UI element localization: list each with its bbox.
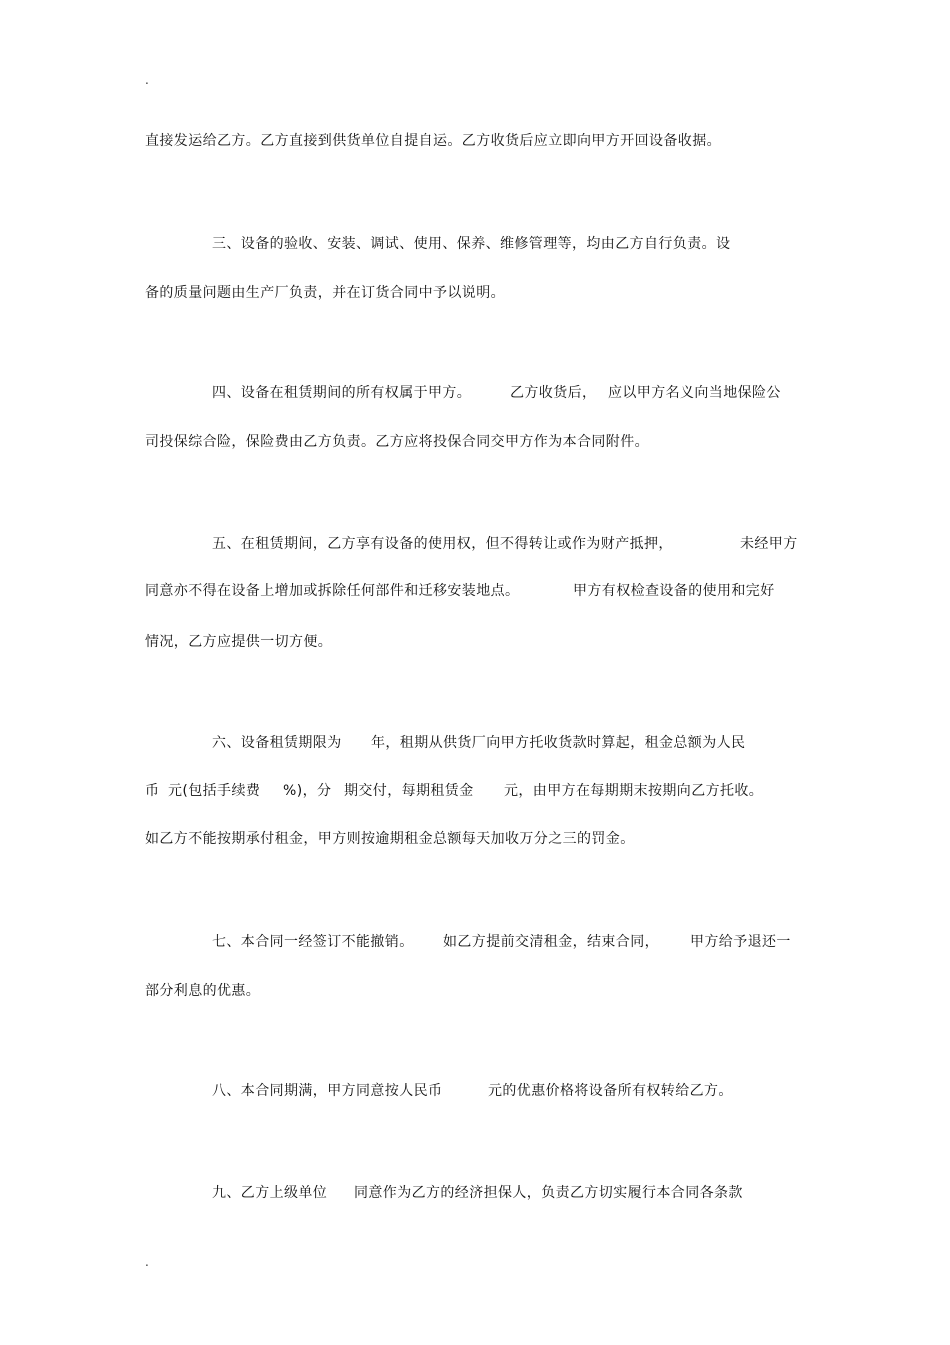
clause-3-line-1: 三、设备的验收、安装、调试、使用、保养、维修管理等，均由乙方自行负责。设 bbox=[212, 236, 731, 252]
clause-6-line-2a: 币 bbox=[145, 783, 160, 799]
clause-6-line-2d: 期交付，每期租赁金 bbox=[344, 783, 474, 799]
clause-8-line-1a: 八、本合同期满，甲方同意按人民币 bbox=[212, 1083, 443, 1099]
text-line-1: 直接发运给乙方。乙方直接到供货单位自提自运。乙方收货后应立即向甲方开回设备收据。 bbox=[145, 133, 721, 149]
clause-4-line-1c: 应以甲方名义向当地保险公 bbox=[608, 385, 781, 401]
clause-7-line-1b: 如乙方提前交清租金，结束合同， bbox=[443, 934, 659, 950]
clause-6-line-2b: 元(包括手续费 bbox=[168, 783, 261, 799]
clause-6-line-2e: 元，由甲方在每期期末按期向乙方托收。 bbox=[504, 783, 764, 799]
clause-4-line-1a: 四、设备在租赁期间的所有权属于甲方。 bbox=[212, 385, 472, 401]
clause-6-line-2c: %)，分 bbox=[283, 783, 332, 799]
clause-5-line-3: 情况，乙方应提供一切方便。 bbox=[145, 634, 333, 650]
clause-4-line-2: 司投保综合险，保险费由乙方负责。乙方应将投保合同交甲方作为本合同附件。 bbox=[145, 434, 649, 450]
bottom-page-marker: . bbox=[145, 1255, 149, 1269]
clause-3-line-2: 备的质量问题由生产厂负责，并在订货合同中予以说明。 bbox=[145, 285, 505, 301]
clause-7-line-2: 部分利息的优惠。 bbox=[145, 983, 261, 999]
clause-9-line-1a: 九、乙方上级单位 bbox=[212, 1185, 328, 1201]
clause-5-line-2a: 同意亦不得在设备上增加或拆除任何部件和迁移安装地点。 bbox=[145, 583, 520, 599]
clause-6-line-1b: 年，租期从供货厂向甲方托收货款时算起，租金总额为人民 bbox=[371, 735, 746, 751]
clause-6-line-1a: 六、设备租赁期限为 bbox=[212, 735, 342, 751]
clause-5-line-1a: 五、在租赁期间，乙方享有设备的使用权，但不得转让或作为财产抵押， bbox=[212, 536, 673, 552]
clause-7-line-1a: 七、本合同一经签订不能撤销。 bbox=[212, 934, 414, 950]
clause-8-line-1b: 元的优惠价格将设备所有权转给乙方。 bbox=[488, 1083, 733, 1099]
clause-6-line-3: 如乙方不能按期承付租金，甲方则按逾期租金总额每天加收万分之三的罚金。 bbox=[145, 831, 635, 847]
clause-5-line-2b: 甲方有权检查设备的使用和完好 bbox=[573, 583, 775, 599]
clause-9-line-1b: 同意作为乙方的经济担保人，负责乙方切实履行本合同各条款 bbox=[354, 1185, 743, 1201]
clause-7-line-1c: 甲方给予退还一 bbox=[690, 934, 791, 950]
top-page-marker: . bbox=[145, 73, 149, 87]
clause-5-line-1b: 未经甲方 bbox=[740, 536, 798, 552]
clause-4-line-1b: 乙方收货后， bbox=[510, 385, 597, 401]
